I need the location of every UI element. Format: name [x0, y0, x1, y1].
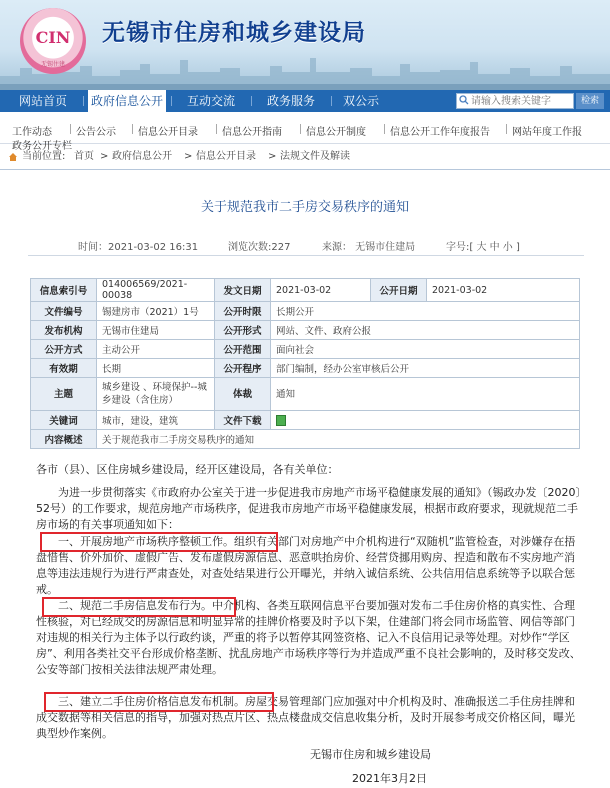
section-1-body: 组织有关部门对房地产中介机构进行“双随机”监管检查，对涉嫌存在捂盘惜售、价外加价、虚假广告、发布虚假房源信息、恶意哄抬房价、经营贷挪用购房、捏造和散布不实房地产消息等违法违规行为进行严肃查处，对查处结果进行公开曝光，并纳入诚信系统、公共信用信息系统等予以联合惩戒。: [36, 535, 576, 596]
subnav-divider: [384, 124, 385, 134]
table-row: [31, 302, 580, 321]
nav-interaction[interactable]: 互动交流: [186, 94, 235, 108]
section-3-heading: 三、建立二手住房价格信息发布机制。: [58, 695, 245, 708]
subnav-gov-column[interactable]: 政务公开专栏: [12, 141, 72, 152]
table-key: 关键词: [31, 411, 97, 430]
subnav-system[interactable]: 信息公开制度: [306, 127, 366, 138]
home-icon: [8, 152, 18, 162]
section-2-body: 中介机构、各类互联网信息平台要加强对发布二手住房价格的真实性、合理性核验，对已经成交的房源信息和明显异常的挂牌价格要及时予以下架，住建部门将会同市场监管、网信等部门对违规的相关行为主体予以行政约谈，严重的将予以暂停其网签资格、记入不良信用记录等处理。对炒作“学区房”、利用各类社交平台形成价格垄断、扰乱房地产市场秩序等行为并造成严重不良社会影响的，及时移交发改、公安等部门按相关法律法规严肃处理。: [36, 599, 581, 676]
table-key: 文件下载: [215, 411, 271, 430]
site-title: 无锡市住房和城乡建设局: [102, 19, 366, 46]
table-row: [31, 378, 580, 411]
table-value: 锡建房市（2021）1号: [97, 302, 215, 321]
site-logo[interactable]: [20, 8, 86, 74]
breadcrumb-sep: >: [184, 151, 193, 162]
table-key: 公开日期: [371, 279, 427, 302]
article-title: 关于规范我市二手房交易秩序的通知: [200, 200, 409, 215]
table-row: [31, 430, 580, 449]
divider: [28, 255, 584, 256]
subnav-guide[interactable]: 信息公开指南: [222, 127, 282, 138]
subnav-work-news[interactable]: 工作动态: [12, 127, 52, 138]
nav-home[interactable]: 网站首页: [18, 94, 67, 108]
info-table: [30, 278, 580, 449]
subnav-catalog[interactable]: 信息公开目录: [138, 127, 198, 138]
breadcrumb: [0, 148, 610, 166]
table-key: 公开范围: [215, 340, 271, 359]
section-2-heading: 二、规范二手房信息发布行为。: [58, 599, 212, 612]
table-value: 关于规范我市二手房交易秩序的通知: [97, 430, 580, 449]
table-key: 公开程序: [215, 359, 271, 378]
table-row: [31, 411, 580, 430]
breadcrumb-gov-info[interactable]: 政府信息公开: [112, 151, 172, 162]
nav-double-publicity[interactable]: 双公示: [342, 94, 379, 108]
table-value: 无锡市住建局: [97, 321, 215, 340]
nav-services[interactable]: 政务服务: [266, 94, 315, 108]
table-value: 2021-03-02: [271, 279, 371, 302]
table-key: 发布机构: [31, 321, 97, 340]
section-3-body: 房屋交易管理部门应加强对中介机构及时、准确报送二手住房挂牌和成交数据等相关信息的指导，加强对热点片区、热点楼盘成交信息收集分析，及时开展参考成交价格区间，曝光典型炒作案例。: [36, 695, 575, 740]
highlight-box: [42, 597, 236, 617]
breadcrumb-prefix: 当前位置:: [22, 151, 66, 162]
breadcrumb-current[interactable]: 法规文件及解读: [280, 151, 350, 162]
highlight-box: [44, 692, 274, 712]
sub-nav: [0, 112, 610, 152]
font-size-control[interactable]: 字号:[ 大 中 小 ]: [446, 242, 520, 253]
table-row: [31, 340, 580, 359]
table-key: 公开时限: [215, 302, 271, 321]
table-key: 公开方式: [31, 340, 97, 359]
table-value: 2021-03-02: [427, 279, 580, 302]
table-value: 网站、文件、政府公报: [271, 321, 580, 340]
table-value: 城乡建设 、环境保护--城乡建设（含住房）: [97, 378, 215, 411]
table-value: 面向社会: [271, 340, 580, 359]
intro-paragraph: 为进一步贯彻落实《市政府办公室关于进一步促进我市房地产市场平稳健康发展的通知》（锡政办发〔2020〕52号）的工作要求，规范房地产市场秩序，促进我市房地产市场平稳健康发展，根据市政府要求，现就规范二手房市场的有关事项通知如下：: [36, 486, 581, 531]
table-value: 长期公开: [271, 302, 580, 321]
breadcrumb-sep: >: [100, 151, 109, 162]
subnav-announcements[interactable]: 公告公示: [76, 127, 116, 138]
site-header: [0, 0, 610, 90]
table-value: 城市，建设，建筑: [97, 411, 215, 430]
article-source: 来源： 无锡市住建局: [322, 242, 416, 253]
logo-subtext: 无锡住建: [40, 61, 65, 68]
search-box: [456, 93, 574, 109]
table-key: 有效期: [31, 359, 97, 378]
article-time: 时间：2021-03-02 16:31: [78, 242, 199, 253]
subnav-divider: [216, 124, 217, 134]
subnav-divider: [300, 124, 301, 134]
skyline-banner: [0, 50, 610, 90]
nav-gov-info[interactable]: 政府信息公开: [88, 90, 166, 112]
table-key: 主题: [31, 378, 97, 411]
table-row: [31, 279, 580, 302]
download-icon[interactable]: [276, 415, 286, 426]
subnav-divider: [132, 124, 133, 134]
section-1-heading: 一、开展房地产市场秩序整顿工作。: [58, 535, 234, 548]
breadcrumb-home[interactable]: 首页: [74, 151, 94, 162]
table-value: 主动公开: [97, 340, 215, 359]
table-key: 内容概述: [31, 430, 97, 449]
signature-date: 2021年3月2日: [352, 772, 427, 785]
salutation: 各市（县）、区住房城乡建设局，经开区建设局，各有关单位：: [36, 463, 339, 476]
file-download-cell: [271, 411, 580, 430]
table-key: 信息索引号: [31, 279, 97, 302]
highlight-box: [40, 532, 278, 552]
table-key: 体裁: [215, 378, 271, 411]
divider: [0, 169, 610, 170]
nav-divider: [331, 96, 332, 106]
table-value: 014006569/2021-00038: [97, 279, 215, 302]
table-row: [31, 359, 580, 378]
breadcrumb-sep: >: [268, 151, 277, 162]
signature: 无锡市住房和城乡建设局: [310, 748, 431, 761]
table-key: 公开形式: [215, 321, 271, 340]
subnav-annual-report[interactable]: 信息公开工作年度报告: [390, 127, 490, 138]
subnav-divider: [506, 124, 507, 134]
table-value: 部门编制，经办公室审核后公开: [271, 359, 580, 378]
table-key: 文件编号: [31, 302, 97, 321]
search-icon: [459, 95, 469, 105]
search-button[interactable]: 检索: [576, 93, 604, 109]
nav-divider: [83, 96, 84, 106]
subnav-website-report[interactable]: 网站年度工作报: [512, 127, 582, 138]
search-input[interactable]: [471, 94, 571, 108]
logo-text: CIN: [35, 28, 71, 47]
subnav-divider: [70, 124, 71, 134]
breadcrumb-catalog[interactable]: 信息公开目录: [196, 151, 256, 162]
article-views: 浏览次数:227: [228, 242, 291, 253]
nav-divider: [251, 96, 252, 106]
table-value: 通知: [271, 378, 580, 411]
nav-divider: [171, 96, 172, 106]
table-value: 长期: [97, 359, 215, 378]
table-row: [31, 321, 580, 340]
table-key: 发文日期: [215, 279, 271, 302]
